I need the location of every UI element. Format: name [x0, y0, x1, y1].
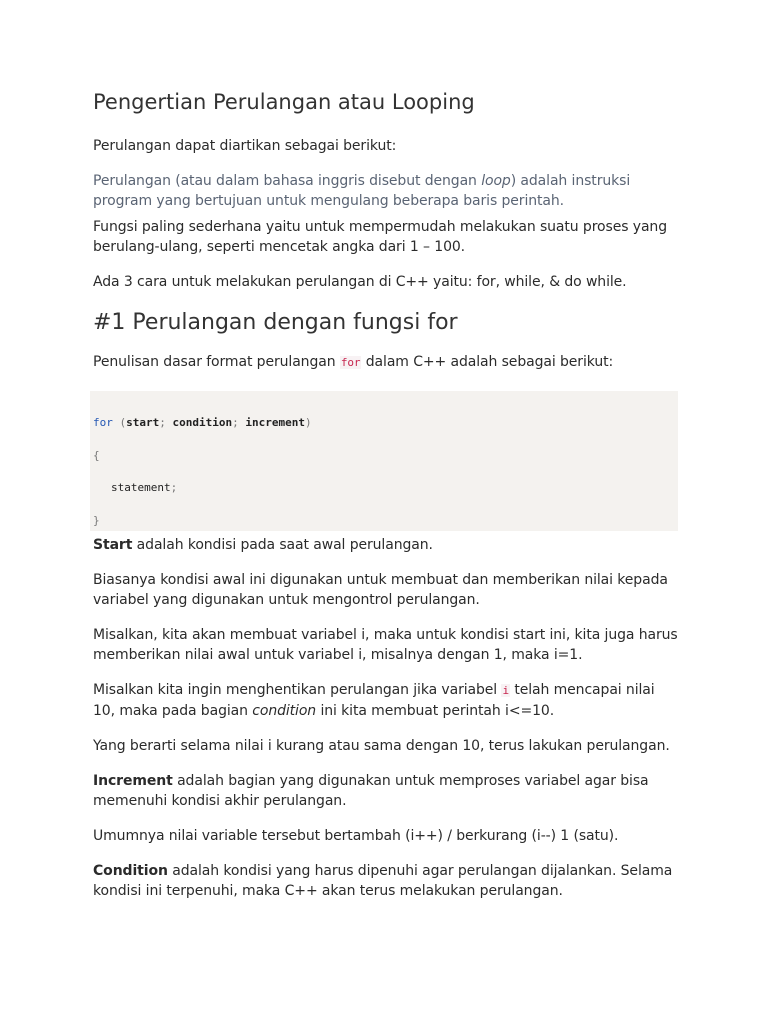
code-line-statement	[90, 472, 678, 505]
definition-text-2: ) adalah instruksi program yang bertujuan untuk mengulang beberapa baris perintah.	[93, 173, 631, 209]
start-rest: adalah kondisi pada saat awal perulangan.	[132, 537, 433, 553]
condition-italic: condition	[252, 703, 317, 719]
umumnya-paragraph: Umumnya nilai variable tersebut bertambah (i++) / berkurang (i--) 1 (satu).	[93, 828, 619, 844]
page-title: Pengertian Perulangan atau Looping	[93, 90, 475, 114]
misalkan1-paragraph: Misalkan, kita akan membuat variabel i, maka untuk kondisi start ini, kita juga harus memberikan nilai awal untuk variabel i, misalnya dengan 1, maka i=1.	[93, 627, 678, 663]
fungsi-paragraph: Fungsi paling sederhana yaitu untuk mempermudah melakukan suatu proses yang berulang-ulang, seperti mencetak angka dari 1 – 100.	[93, 219, 667, 255]
loop-word: loop	[481, 173, 511, 189]
inline-code-for: for	[340, 356, 361, 369]
definition-quote	[93, 171, 678, 211]
start-paragraph	[93, 535, 678, 555]
code-open-brace: {	[93, 448, 100, 462]
condition-rest: adalah kondisi yang harus dipenuhi agar perulangan dijalankan. Selama kondisi ini terpenuhi, maka C++ akan terus melakukan perulangan.	[93, 863, 673, 899]
code-statement: statement	[111, 481, 171, 494]
misalkan2-middle: telah mencapai nilai 10, maka pada bagian	[93, 682, 655, 719]
code-line-close-brace	[90, 505, 678, 538]
code-close-paren: )	[304, 416, 312, 429]
code-open-paren: (	[112, 416, 127, 429]
misalkan2-before: Misalkan kita ingin menghentikan perulangan jika variabel	[93, 682, 502, 698]
misalkan2-paragraph	[93, 680, 678, 721]
increment-rest: adalah bagian yang digunakan untuk memproses variabel agar bisa memenuhi kondisi akhir perulangan.	[93, 773, 649, 809]
code-keyword-for: for	[93, 416, 113, 429]
code-start: start	[126, 416, 160, 429]
format-text-before: Penulisan dasar format perulangan	[93, 354, 340, 370]
format-paragraph	[93, 352, 678, 373]
increment-paragraph	[93, 771, 678, 811]
code-line-for	[90, 407, 678, 440]
biasanya-paragraph: Biasanya kondisi awal ini digunakan untuk membuat dan memberikan nilai kepada variabel yang digunakan untuk mengontrol perulangan.	[93, 572, 668, 608]
ada3-paragraph: Ada 3 cara untuk melakukan perulangan di C++ yaitu: for, while, & do while.	[93, 274, 627, 290]
code-block	[90, 391, 678, 531]
definition-text-1: Perulangan (atau dalam bahasa inggris disebut dengan	[93, 173, 482, 189]
code-line-open-brace	[90, 440, 678, 473]
inline-code-i: i	[502, 684, 509, 697]
section-heading: #1 Perulangan dengan fungsi for	[93, 310, 458, 335]
code-semicolon-1: ;	[159, 416, 173, 429]
start-bold: Start	[93, 537, 133, 553]
condition-paragraph	[93, 861, 678, 901]
berarti-paragraph: Yang berarti selama nilai i kurang atau sama dengan 10, terus lakukan perulangan.	[93, 738, 670, 754]
code-condition: condition	[172, 416, 233, 429]
increment-bold: Increment	[93, 773, 173, 789]
code-semicolon-2: ;	[232, 416, 246, 429]
misalkan2-after: ini kita membuat perintah i<=10.	[316, 703, 555, 719]
code-close-brace: }	[93, 513, 100, 527]
code-semicolon-3: ;	[170, 481, 178, 494]
document-page	[93, 86, 678, 916]
format-text-after: dalam C++ adalah sebagai berikut:	[361, 354, 614, 370]
condition-bold: Condition	[93, 863, 168, 879]
code-increment: increment	[245, 416, 305, 429]
intro-paragraph: Perulangan dapat diartikan sebagai berikut:	[93, 138, 397, 154]
